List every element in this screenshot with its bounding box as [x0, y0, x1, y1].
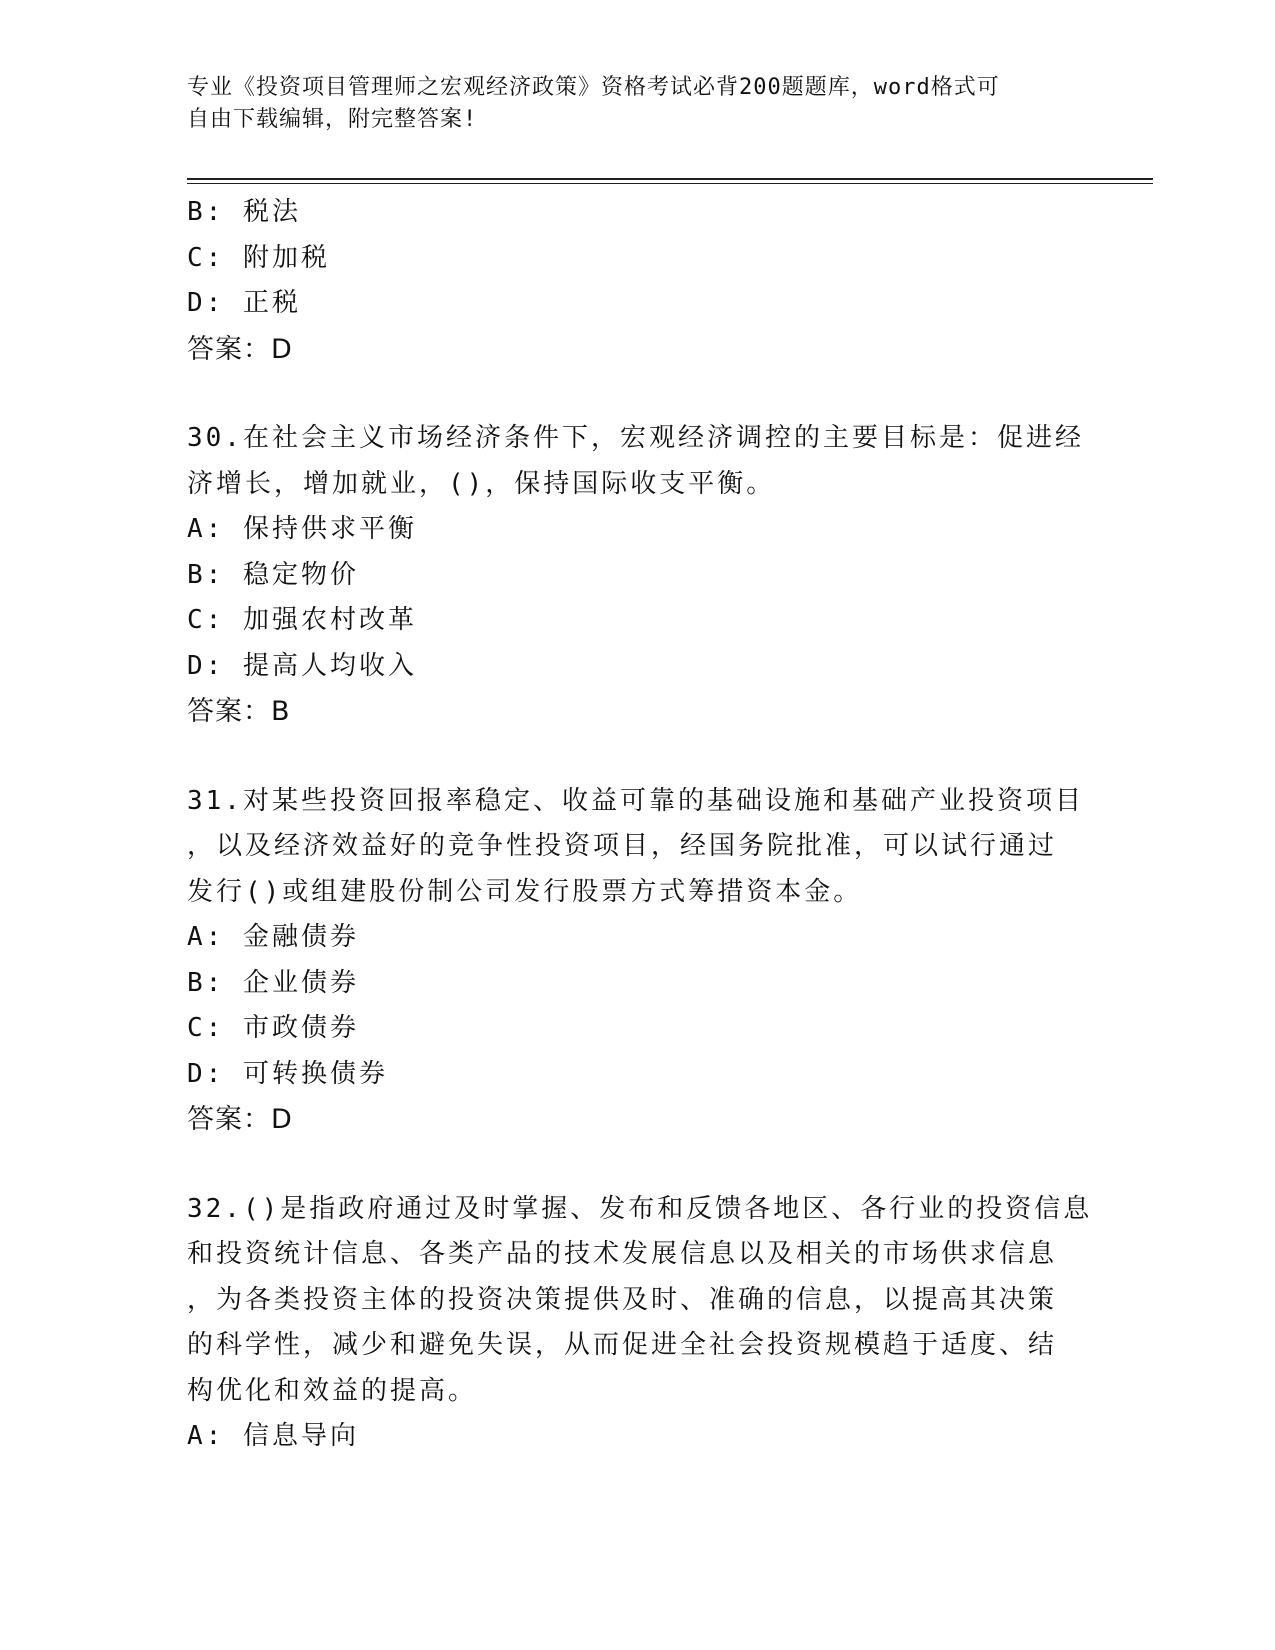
option-c: C: 附加税: [187, 242, 330, 273]
question-31: [187, 779, 1087, 1143]
question-text-line: 济增长，增加就业，()，保持国际收支平衡。: [187, 468, 776, 499]
question-text-line: 31.对某些投资回报率稳定、收益可靠的基础设施和基础产业投资项目: [187, 785, 1084, 816]
question-32: [187, 1187, 1093, 1460]
header-line-1: 专业《投资项目管理师之宏观经济政策》资格考试必背200题题库，word格式可: [187, 75, 1000, 100]
question-30: [187, 416, 1087, 735]
header-rule-thin: [187, 183, 1153, 184]
question-text-line: 的科学性，减少和避免失误，从而促进全社会投资规模趋于适度、结: [187, 1330, 1058, 1360]
option-b: B: 稳定物价: [187, 559, 359, 590]
question-text-line: ，以及经济效益好的竞争性投资项目，经国务院批准，可以试行通过: [187, 831, 1058, 861]
option-a: A: 金融债券: [187, 922, 359, 952]
question-text-line: 发行()或组建股份制公司发行股票方式筹措资本金。: [187, 876, 863, 907]
option-a: A: 保持供求平衡: [187, 514, 417, 544]
option-d: D: 提高人均收入: [187, 650, 417, 681]
answer: 答案：D: [187, 1104, 293, 1135]
answer: 答案：B: [187, 696, 291, 727]
option-d: D: 正税: [187, 288, 301, 318]
answer: 答案：D: [187, 333, 293, 365]
question-text-line: 和投资统计信息、各类产品的技术发展信息以及相关的市场供求信息: [187, 1239, 1058, 1269]
option-a: A: 信息导向: [187, 1421, 359, 1451]
header-line-2: 自由下载编辑，附完整答案!: [187, 107, 478, 132]
option-b: B: 税法: [187, 197, 301, 227]
question-text-line: 构优化和效益的提高。: [187, 1375, 478, 1406]
document-body: [187, 190, 1093, 1460]
option-b: B: 企业债券: [187, 967, 359, 998]
question-text-line: 32.()是指政府通过及时掌握、发布和反馈各地区、各行业的投资信息: [187, 1193, 1093, 1224]
option-d: D: 可转换债券: [187, 1058, 388, 1089]
question-text-line: 30.在社会主义市场经济条件下，宏观经济调控的主要目标是：促进经: [187, 423, 1084, 453]
header-rule-thick: [187, 178, 1153, 180]
question-text-line: ，为各类投资主体的投资决策提供及时、准确的信息，以提高其决策: [187, 1284, 1058, 1315]
option-c: C: 加强农村改革: [187, 605, 417, 635]
question-29-tail: [187, 190, 1087, 372]
option-c: C: 市政债券: [187, 1013, 359, 1043]
page-header: [187, 72, 1067, 136]
